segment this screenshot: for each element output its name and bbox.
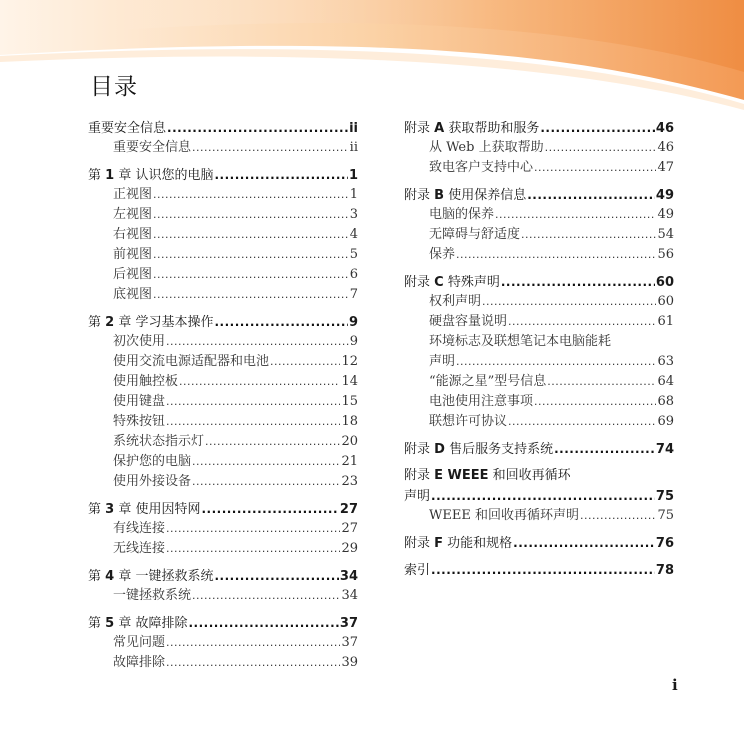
- toc-heading[interactable]: 附录 D 售后服务支持系统 ..... 74: [404, 439, 674, 459]
- page-number: 68: [657, 394, 674, 409]
- leader-dots: [153, 225, 349, 245]
- page-number: 7: [349, 287, 358, 302]
- leader-dots: [192, 586, 340, 606]
- toc-item[interactable]: WEEE 和回收再循环声明 ..... 75: [404, 506, 674, 526]
- toc-item[interactable]: 电脑的保养 ..... 49: [404, 205, 674, 225]
- toc-section-appendix-b: [404, 185, 674, 265]
- leader-dots: [482, 292, 656, 312]
- page-number: 37: [341, 635, 358, 650]
- leader-dots: [547, 372, 656, 392]
- page-number: 37: [339, 616, 358, 631]
- page-number: 5: [349, 247, 358, 262]
- toc-section-appendix-a: [404, 118, 674, 178]
- toc-heading[interactable]: 附录 C 特殊声明 ..... 60: [404, 272, 674, 292]
- leader-dots: [166, 519, 340, 539]
- toc-heading[interactable]: 附录 A 获取帮助和服务 ..... 46: [404, 118, 674, 138]
- page-number: 69: [657, 414, 674, 429]
- page-number: 61: [657, 314, 674, 329]
- toc-item[interactable]: 系统状态指示灯 ..... 20: [88, 432, 358, 452]
- page-number: 20: [341, 434, 358, 449]
- toc-heading[interactable]: 第 2 章 学习基本操作 ..... 9: [88, 312, 358, 332]
- leader-dots: [534, 392, 656, 412]
- toc-heading[interactable]: 第 4 章 一键拯救系统 ..... 34: [88, 566, 358, 586]
- leader-dots: [179, 372, 340, 392]
- page-number: 34: [341, 588, 358, 603]
- toc-item[interactable]: 前视图 ..... 5: [88, 245, 358, 265]
- leader-dots: [527, 185, 655, 205]
- leader-dots: [501, 272, 655, 292]
- toc-item[interactable]: 致电客户支持中心 ..... 47: [404, 158, 674, 178]
- leader-dots: [192, 138, 349, 158]
- leader-dots: [192, 472, 340, 492]
- toc-heading[interactable]: 附录 F 功能和规格 ..... 76: [404, 533, 674, 553]
- toc-item[interactable]: 权利声明 ..... 60: [404, 292, 674, 312]
- page-number: 49: [657, 207, 674, 222]
- toc-heading[interactable]: 附录 B 使用保养信息 ..... 49: [404, 185, 674, 205]
- leader-dots: [205, 432, 340, 452]
- toc-left-column: [88, 118, 358, 680]
- leader-dots: [580, 506, 656, 526]
- page-number: 12: [341, 354, 358, 369]
- leader-dots: [153, 185, 349, 205]
- page-number: 60: [655, 275, 674, 290]
- page-number: 56: [657, 247, 674, 262]
- leader-dots: [540, 118, 655, 138]
- page-number: 46: [655, 121, 674, 136]
- page-number: 60: [657, 294, 674, 309]
- page-number: 27: [339, 502, 358, 517]
- toc-item[interactable]: 保护您的电脑 ..... 21: [88, 452, 358, 472]
- leader-dots: [545, 138, 657, 158]
- leader-dots: [214, 566, 338, 586]
- toc-item[interactable]: 保养 ..... 56: [404, 245, 674, 265]
- leader-dots: [554, 439, 655, 459]
- page-number: 49: [655, 188, 674, 203]
- page-number: 4: [349, 227, 358, 242]
- page-number: ii: [349, 140, 358, 155]
- toc-item-wrapped-line1[interactable]: 环境标志及联想笔记本电脑能耗: [429, 334, 612, 349]
- toc-item[interactable]: 左视图 ..... 3: [88, 205, 358, 225]
- toc-item[interactable]: 电池使用注意事项 ..... 68: [404, 392, 674, 412]
- toc-section-appendix-f: [404, 533, 674, 553]
- toc-item[interactable]: 有线连接 ..... 27: [88, 519, 358, 539]
- page-number: 29: [341, 541, 358, 556]
- toc-item[interactable]: 故障排除 ..... 39: [88, 653, 358, 673]
- page-number: 64: [657, 374, 674, 389]
- page-number: 74: [655, 442, 674, 457]
- page-number: 6: [349, 267, 358, 282]
- header-swoosh-decoration: [0, 0, 744, 120]
- toc-item[interactable]: 重要安全信息 ..... ii: [88, 138, 358, 158]
- leader-dots: [495, 205, 656, 225]
- toc-section: [88, 613, 358, 673]
- page-number: 9: [348, 315, 358, 330]
- leader-dots: [166, 539, 340, 559]
- page-number: 21: [341, 454, 358, 469]
- page-number: 46: [657, 140, 674, 155]
- page-number: 75: [655, 489, 674, 504]
- page-number: ii: [349, 121, 358, 136]
- toc-heading[interactable]: 重要安全信息 ..... ii: [88, 118, 358, 138]
- leader-dots: [166, 653, 340, 673]
- toc-heading[interactable]: 第 3 章 使用因特网 ..... 27: [88, 499, 358, 519]
- toc-item[interactable]: 一键拯救系统 ..... 34: [88, 586, 358, 606]
- leader-dots: [431, 486, 655, 506]
- toc-item[interactable]: 联想许可协议 ..... 69: [404, 412, 674, 432]
- toc-item[interactable]: 使用交流电源适配器和电池 ..... 12: [88, 352, 358, 372]
- toc-item[interactable]: 使用触控板 ..... 14: [88, 372, 358, 392]
- page-number: 39: [341, 655, 358, 670]
- leader-dots: [513, 533, 655, 553]
- toc-item[interactable]: 右视图 ..... 4: [88, 225, 358, 245]
- toc-heading-line2[interactable]: 声明 ..... 75: [404, 486, 674, 506]
- toc-section-index: [404, 560, 674, 580]
- toc-item[interactable]: 特殊按钮 ..... 18: [88, 412, 358, 432]
- footer-page-number: i: [672, 676, 678, 694]
- toc-heading[interactable]: 第 5 章 故障排除 ..... 37: [88, 613, 358, 633]
- leader-dots: [153, 285, 349, 305]
- toc-item[interactable]: 无线连接 ..... 29: [88, 539, 358, 559]
- leader-dots: [270, 352, 340, 372]
- leader-dots: [166, 332, 349, 352]
- toc-section-appendix-d: [404, 439, 674, 459]
- page-number: 3: [349, 207, 358, 222]
- leader-dots: [508, 412, 656, 432]
- leader-dots: [166, 633, 340, 653]
- page-title: 目录: [90, 74, 138, 100]
- leader-dots: [153, 265, 349, 285]
- toc-section: [88, 499, 358, 559]
- page-number: 27: [341, 521, 358, 536]
- leader-dots: [153, 205, 349, 225]
- toc-item-wrapped-line2[interactable]: 声明 ..... 63: [404, 352, 674, 372]
- toc-item[interactable]: 后视图 ..... 6: [88, 265, 358, 285]
- leader-dots: [153, 245, 349, 265]
- page-number: 78: [655, 563, 674, 578]
- leader-dots: [214, 165, 348, 185]
- leader-dots: [166, 392, 340, 412]
- leader-dots: [534, 158, 656, 178]
- toc-heading[interactable]: 第 1 章 认识您的电脑 ..... 1: [88, 165, 358, 185]
- toc-item[interactable]: 常见问题 ..... 37: [88, 633, 358, 653]
- toc-item[interactable]: 正视图 ..... 1: [88, 185, 358, 205]
- toc-item[interactable]: 使用外接设备 ..... 23: [88, 472, 358, 492]
- leader-dots: [201, 499, 338, 519]
- page-number: 9: [349, 334, 358, 349]
- leader-dots: [188, 613, 338, 633]
- page-number: 75: [657, 508, 674, 523]
- page-number: 63: [657, 354, 674, 369]
- toc-item[interactable]: 初次使用 ..... 9: [88, 332, 358, 352]
- toc-section-appendix-e: [404, 466, 674, 526]
- leader-dots: [456, 245, 656, 265]
- page-number: 76: [655, 536, 674, 551]
- leader-dots: [192, 452, 340, 472]
- toc-section-appendix-c: [404, 272, 674, 432]
- toc-item[interactable]: 使用键盘 ..... 15: [88, 392, 358, 412]
- toc-heading[interactable]: 索引 ..... 78: [404, 560, 674, 580]
- toc-section: [88, 566, 358, 606]
- leader-dots: [166, 412, 340, 432]
- page-number: 1: [348, 168, 358, 183]
- page-number: 54: [657, 227, 674, 242]
- page-number: 14: [341, 374, 358, 389]
- leader-dots: [167, 118, 348, 138]
- toc-section: [88, 312, 358, 492]
- toc-item[interactable]: 底视图 ..... 7: [88, 285, 358, 305]
- page-number: 23: [341, 474, 358, 489]
- toc-item[interactable]: 无障碍与舒适度 ..... 54: [404, 225, 674, 245]
- page-number: 1: [349, 187, 358, 202]
- leader-dots: [431, 560, 655, 580]
- toc-item[interactable]: “能源之星”型号信息 ..... 64: [404, 372, 674, 392]
- toc-section: [88, 118, 358, 158]
- leader-dots: [456, 352, 656, 372]
- page-number: 34: [339, 569, 358, 584]
- toc-right-column: [404, 118, 674, 587]
- toc-item[interactable]: 硬盘容量说明 ..... 61: [404, 312, 674, 332]
- toc-section: [88, 165, 358, 305]
- toc-item[interactable]: 从 Web 上获取帮助 ..... 46: [404, 138, 674, 158]
- page-number: 47: [657, 160, 674, 175]
- leader-dots: [521, 225, 656, 245]
- page-number: 15: [341, 394, 358, 409]
- toc-heading-line1[interactable]: 附录 E WEEE 和回收再循环: [404, 468, 571, 483]
- leader-dots: [214, 312, 348, 332]
- leader-dots: [508, 312, 656, 332]
- page-number: 18: [341, 414, 358, 429]
